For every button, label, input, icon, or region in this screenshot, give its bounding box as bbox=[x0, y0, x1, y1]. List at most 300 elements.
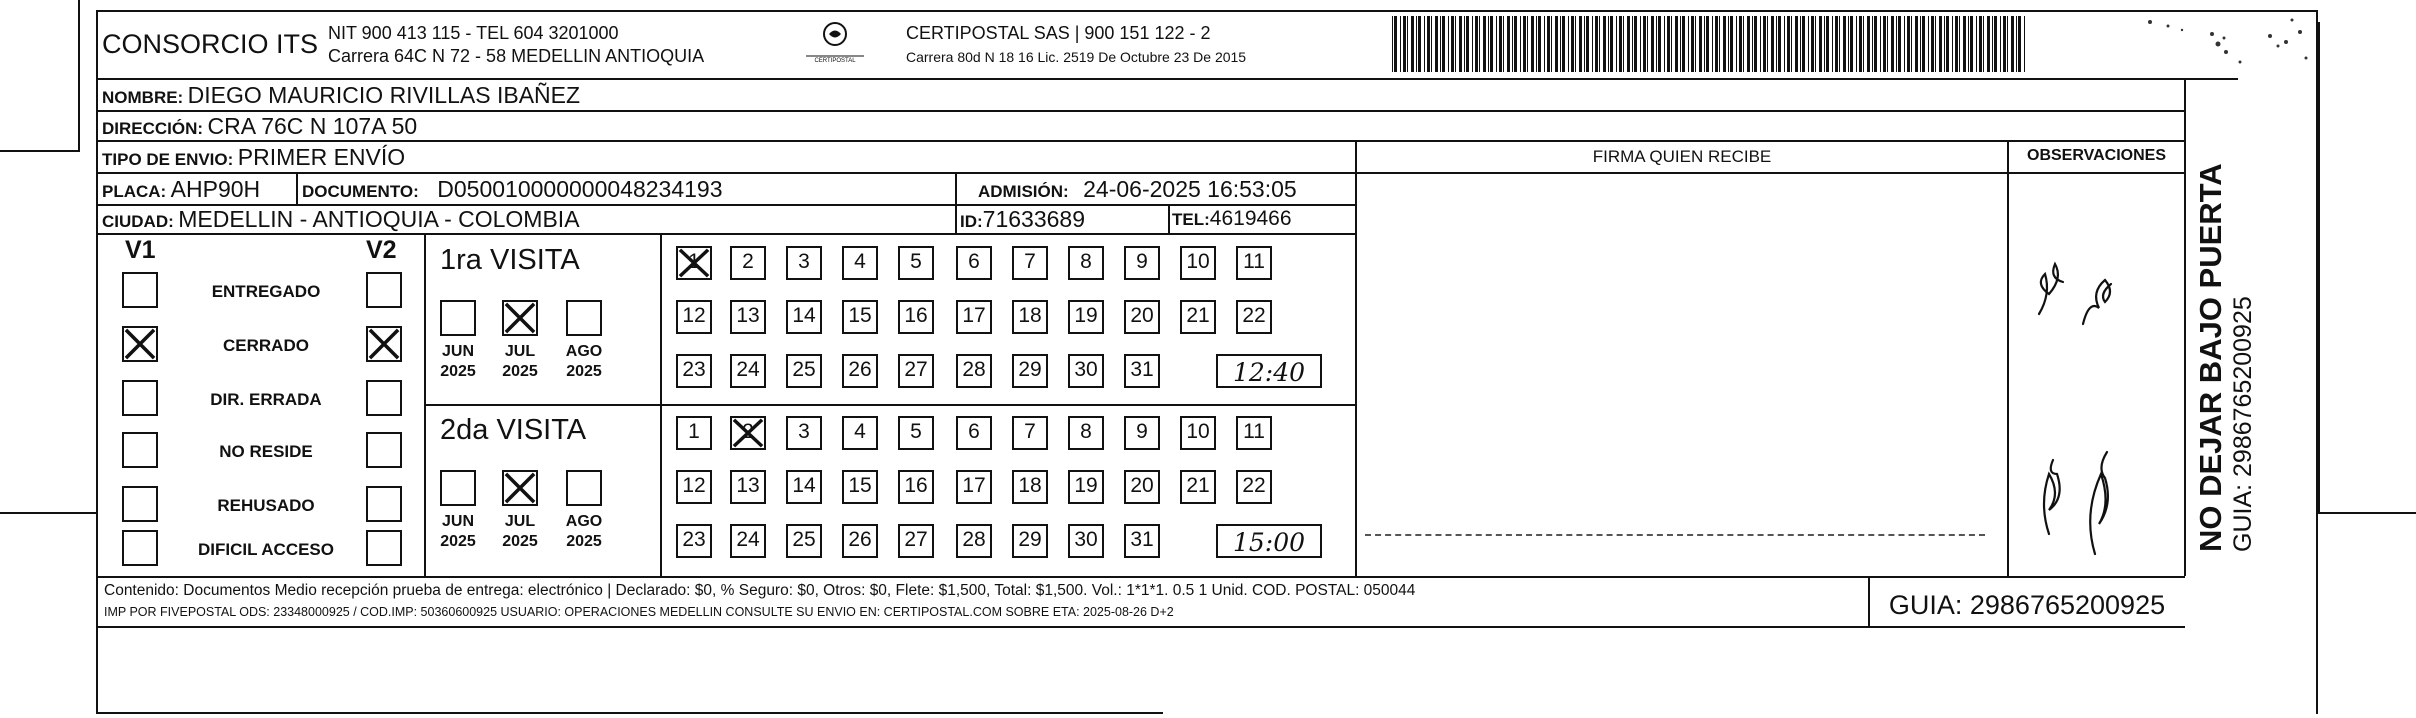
barcode-bar bbox=[1723, 16, 1726, 72]
barcode-bar bbox=[1562, 16, 1565, 72]
barcode-bar bbox=[1863, 16, 1864, 72]
barcode-bar bbox=[1874, 16, 1877, 72]
day-box[interactable] bbox=[1180, 416, 1216, 450]
visit-divider bbox=[424, 404, 1356, 406]
day-box[interactable] bbox=[1124, 354, 1160, 388]
day-box[interactable] bbox=[1236, 416, 1272, 450]
barcode-bar bbox=[1403, 16, 1406, 72]
header-rule bbox=[98, 78, 2238, 80]
month-label: JUL bbox=[504, 343, 536, 360]
scan-edge-right bbox=[2318, 512, 2416, 514]
day-box[interactable] bbox=[730, 416, 766, 450]
day-box[interactable] bbox=[956, 300, 992, 334]
barcode-bar bbox=[1808, 16, 1809, 72]
day-box[interactable] bbox=[786, 246, 822, 280]
barcode-bar bbox=[1784, 16, 1785, 72]
barcode-bar bbox=[1544, 16, 1545, 72]
day-box[interactable] bbox=[898, 524, 934, 558]
check-mark-icon bbox=[124, 328, 156, 360]
v1-label: V1 bbox=[125, 236, 156, 264]
barcode-bar bbox=[1939, 16, 1942, 72]
check-mark-icon bbox=[368, 328, 400, 360]
status-label: NO RESIDE bbox=[219, 442, 313, 461]
day-box[interactable] bbox=[1180, 246, 1216, 280]
barcode-bar bbox=[1514, 16, 1517, 72]
v1-checkbox[interactable] bbox=[122, 272, 158, 308]
day-box[interactable] bbox=[730, 354, 766, 388]
day-number: 20 bbox=[1130, 304, 1154, 327]
day-number: 10 bbox=[1186, 250, 1210, 273]
barcode-bar bbox=[1575, 16, 1576, 72]
barcode-bar bbox=[1459, 16, 1462, 72]
day-box[interactable] bbox=[1180, 470, 1216, 504]
day-number: 15 bbox=[848, 304, 872, 327]
barcode-bar bbox=[1536, 16, 1537, 72]
v2-checkbox[interactable] bbox=[366, 486, 402, 522]
day-number: 6 bbox=[968, 250, 980, 273]
month-checkbox[interactable] bbox=[502, 300, 538, 336]
day-number: 27 bbox=[904, 358, 928, 381]
barcode-bar bbox=[1571, 16, 1574, 72]
right-column-border bbox=[2184, 78, 2186, 576]
barcode-bar bbox=[1595, 16, 1598, 72]
day-box[interactable] bbox=[786, 470, 822, 504]
month-year: 2025 bbox=[566, 363, 602, 380]
day-box[interactable] bbox=[1012, 416, 1048, 450]
barcode-bar bbox=[1743, 16, 1744, 72]
day-box[interactable] bbox=[786, 354, 822, 388]
visit-time-box[interactable] bbox=[1216, 354, 1322, 388]
status-label: DIR. ERRADA bbox=[210, 390, 322, 409]
barcode-bar bbox=[1667, 16, 1670, 72]
barcode-bar bbox=[1680, 16, 1681, 72]
day-number: 19 bbox=[1074, 304, 1098, 327]
barcode-bar bbox=[1715, 16, 1718, 72]
day-number: 25 bbox=[792, 358, 816, 381]
firma-label: FIRMA QUIEN RECIBE bbox=[1592, 147, 1772, 166]
barcode-bar bbox=[1499, 16, 1502, 72]
id-label: ID:71633689 bbox=[960, 206, 1086, 232]
documento-value: D050010000000048234193 bbox=[437, 176, 723, 202]
barcode-bar bbox=[1802, 16, 1805, 72]
day-box[interactable] bbox=[730, 246, 766, 280]
day-box[interactable] bbox=[898, 246, 934, 280]
month-checkbox[interactable] bbox=[440, 470, 476, 506]
barcode-bar bbox=[1407, 16, 1408, 72]
barcode-bar bbox=[1811, 16, 1814, 72]
barcode-bar bbox=[1795, 16, 1798, 72]
barcode-bar bbox=[1706, 16, 1709, 72]
barcode-bar bbox=[1400, 16, 1401, 72]
day-number: 29 bbox=[1018, 358, 1042, 381]
barcode-bar bbox=[1896, 16, 1897, 72]
day-number: 14 bbox=[792, 304, 816, 327]
barcode-bar bbox=[1623, 16, 1624, 72]
logo-text: CERTIPOSTAL bbox=[814, 58, 856, 64]
barcode-bar bbox=[1682, 16, 1685, 72]
scan-specks bbox=[2120, 12, 2316, 82]
barcode-bar bbox=[1507, 16, 1510, 72]
day-number: 11 bbox=[1243, 250, 1265, 273]
day-number: 11 bbox=[1243, 420, 1265, 443]
day-box[interactable] bbox=[956, 246, 992, 280]
barcode-bar bbox=[1776, 16, 1777, 72]
barcode-bar bbox=[1856, 16, 1857, 72]
barcode-bar bbox=[1815, 16, 1816, 72]
barcode-bar bbox=[1839, 16, 1840, 72]
day-box[interactable] bbox=[1124, 470, 1160, 504]
v1-checkbox[interactable] bbox=[122, 530, 158, 566]
barcode-bar bbox=[1747, 16, 1750, 72]
v2-checkbox[interactable] bbox=[366, 432, 402, 468]
barcode-bar bbox=[1392, 16, 1393, 72]
barcode-bar bbox=[1739, 16, 1742, 72]
company-address: Carrera 64C N 72 - 58 MEDELLIN ANTIOQUIA bbox=[328, 46, 705, 66]
visit-title: 2da VISITA bbox=[440, 414, 587, 446]
barcode-bar bbox=[1603, 16, 1606, 72]
barcode-bar bbox=[1883, 16, 1886, 72]
day-number: 23 bbox=[682, 358, 706, 381]
barcode-bar bbox=[1970, 16, 1973, 72]
barcode-bar bbox=[1431, 16, 1432, 72]
barcode-bar bbox=[1616, 16, 1617, 72]
barcode-bar bbox=[1976, 16, 1977, 72]
month-checkbox[interactable] bbox=[566, 300, 602, 336]
barcode-bar bbox=[1963, 16, 1966, 72]
month-label: AGO bbox=[565, 513, 603, 530]
barcode-bar bbox=[1547, 16, 1550, 72]
day-box[interactable] bbox=[1124, 524, 1160, 558]
barcode-bar bbox=[1411, 16, 1414, 72]
day-number: 27 bbox=[904, 528, 928, 551]
month-label: JUN bbox=[441, 343, 474, 360]
barcode-bar bbox=[1826, 16, 1829, 72]
day-box[interactable] bbox=[1068, 524, 1104, 558]
barcode-bar bbox=[1466, 16, 1469, 72]
row-rule bbox=[98, 140, 2185, 142]
v2-label: V2 bbox=[366, 236, 397, 264]
v1-checkbox[interactable] bbox=[122, 326, 158, 362]
barcode-bar bbox=[1952, 16, 1953, 72]
day-box[interactable] bbox=[1180, 300, 1216, 334]
v2-checkbox[interactable] bbox=[366, 272, 402, 308]
day-box[interactable] bbox=[676, 246, 712, 280]
barcode-bar bbox=[1634, 16, 1637, 72]
day-number: 6 bbox=[968, 420, 980, 443]
check-mark-icon bbox=[504, 302, 536, 334]
day-number: 14 bbox=[792, 474, 816, 497]
barcode-bar bbox=[1850, 16, 1853, 72]
month-year: 2025 bbox=[502, 533, 538, 550]
documento-label: DOCUMENTO: D050010000000048234193 bbox=[302, 176, 723, 202]
scan-edge-left-vertical bbox=[78, 0, 80, 152]
day-number: 7 bbox=[1024, 420, 1036, 443]
barcode-bar bbox=[1568, 16, 1569, 72]
day-box[interactable] bbox=[676, 524, 712, 558]
ciudad-value: MEDELLIN - ANTIOQUIA - COLOMBIA bbox=[178, 206, 580, 232]
barcode-bar bbox=[1483, 16, 1486, 72]
day-box[interactable] bbox=[1068, 246, 1104, 280]
day-number: 1 bbox=[688, 420, 700, 443]
direccion-value: CRA 76C N 107A 50 bbox=[207, 113, 418, 139]
month-label: JUN bbox=[441, 513, 474, 530]
day-box[interactable] bbox=[1012, 246, 1048, 280]
ciudad-label: CIUDAD: MEDELLIN - ANTIOQUIA - COLOMBIA bbox=[102, 206, 580, 232]
barcode-bar bbox=[1787, 16, 1790, 72]
day-box[interactable] bbox=[676, 300, 712, 334]
tel-value: 4619466 bbox=[1209, 207, 1292, 230]
day-box[interactable] bbox=[676, 470, 712, 504]
tipo-envio-label: TIPO DE ENVIO: PRIMER ENVÍO bbox=[102, 144, 406, 170]
day-box[interactable] bbox=[898, 470, 934, 504]
barcode-bar bbox=[1523, 16, 1526, 72]
day-box[interactable] bbox=[1236, 470, 1272, 504]
company-nit: NIT 900 413 115 - TEL 604 3201000 bbox=[328, 23, 619, 43]
day-number: 16 bbox=[904, 304, 928, 327]
day-box[interactable] bbox=[1068, 354, 1104, 388]
day-box[interactable] bbox=[1012, 354, 1048, 388]
barcode-bar bbox=[1915, 16, 1918, 72]
barcode-bar bbox=[1946, 16, 1949, 72]
day-box[interactable] bbox=[956, 524, 992, 558]
v2-checkbox[interactable] bbox=[366, 326, 402, 362]
barcode-bar bbox=[1763, 16, 1766, 72]
barcode-bar bbox=[1955, 16, 1958, 72]
barcode-bar bbox=[2003, 16, 2006, 72]
barcode-bar bbox=[1891, 16, 1894, 72]
day-box[interactable] bbox=[956, 470, 992, 504]
barcode-bar bbox=[1835, 16, 1838, 72]
day-box[interactable] bbox=[956, 416, 992, 450]
day-number: 3 bbox=[798, 250, 810, 273]
day-number: 10 bbox=[1186, 420, 1210, 443]
day-box[interactable] bbox=[842, 416, 878, 450]
day-box[interactable] bbox=[676, 416, 712, 450]
barcode-bar bbox=[2024, 16, 2025, 72]
barcode-bar bbox=[2007, 16, 2008, 72]
day-box[interactable] bbox=[786, 300, 822, 334]
barcode-bar bbox=[1610, 16, 1613, 72]
firma-left-border bbox=[1355, 140, 1357, 576]
day-box[interactable] bbox=[898, 416, 934, 450]
barcode-bar bbox=[1767, 16, 1768, 72]
month-checkbox[interactable] bbox=[440, 300, 476, 336]
certi-line2: Carrera 80d N 18 16 Lic. 2519 De Octubre 23 De 2015 bbox=[906, 49, 1247, 65]
day-box[interactable] bbox=[898, 300, 934, 334]
v2-checkbox[interactable] bbox=[366, 380, 402, 416]
day-number: 25 bbox=[792, 528, 816, 551]
barcode-bar bbox=[1627, 16, 1630, 72]
barcode-bar bbox=[1968, 16, 1969, 72]
day-number: 8 bbox=[1080, 420, 1092, 443]
barcode-bar bbox=[1584, 16, 1585, 72]
barcode-bar bbox=[2000, 16, 2001, 72]
barcode-bar bbox=[1994, 16, 1997, 72]
day-box[interactable] bbox=[1124, 300, 1160, 334]
day-number: 22 bbox=[1242, 474, 1266, 497]
barcode-bar bbox=[1599, 16, 1600, 72]
barcode-bar bbox=[1586, 16, 1589, 72]
barcode-bar bbox=[1664, 16, 1665, 72]
day-number: 9 bbox=[1136, 250, 1148, 273]
day-number: 30 bbox=[1074, 358, 1098, 381]
day-box[interactable] bbox=[842, 470, 878, 504]
day-box[interactable] bbox=[1068, 470, 1104, 504]
day-number: 21 bbox=[1186, 474, 1210, 497]
day-number: 15 bbox=[848, 474, 872, 497]
barcode-bar bbox=[1907, 16, 1910, 72]
v1-checkbox[interactable] bbox=[122, 432, 158, 468]
barcode bbox=[1390, 16, 2030, 72]
status-label: ENTREGADO bbox=[211, 282, 321, 301]
barcode-bar bbox=[1555, 16, 1558, 72]
footer-line1: Contenido: Documentos Medio recepción prueba de entrega: electrónico | Declarado: $0, % Seguro: $0, Otros: $0, Flete: $1,500, Total: $1,500. Vol.: 1*1*1. 0.5 1 Unid. COD. POSTAL: 050044 bbox=[104, 582, 1416, 599]
barcode-bar bbox=[1490, 16, 1493, 72]
day-box[interactable] bbox=[842, 300, 878, 334]
day-box[interactable] bbox=[676, 354, 712, 388]
barcode-bar bbox=[1394, 16, 1397, 72]
day-box[interactable] bbox=[1124, 416, 1160, 450]
nombre-value: DIEGO MAURICIO RIVILLAS IBAÑEZ bbox=[187, 82, 581, 108]
day-box[interactable] bbox=[1012, 300, 1048, 334]
day-box[interactable] bbox=[1012, 470, 1048, 504]
barcode-bar bbox=[1771, 16, 1774, 72]
day-number: 12 bbox=[682, 304, 706, 327]
day-number: 18 bbox=[1018, 474, 1042, 497]
status-label: CERRADO bbox=[223, 336, 309, 355]
day-number: 18 bbox=[1018, 304, 1042, 327]
month-checkbox[interactable] bbox=[566, 470, 602, 506]
visit-title: 1ra VISITA bbox=[440, 244, 580, 276]
barcode-bar bbox=[1647, 16, 1648, 72]
day-box[interactable] bbox=[786, 416, 822, 450]
barcode-bar bbox=[1691, 16, 1694, 72]
day-number: 17 bbox=[962, 304, 986, 327]
barcode-bar bbox=[1778, 16, 1781, 72]
days-divider bbox=[660, 234, 662, 576]
barcode-bar bbox=[1832, 16, 1833, 72]
day-box[interactable] bbox=[786, 524, 822, 558]
check-mark-icon bbox=[732, 418, 764, 448]
day-box[interactable] bbox=[1236, 246, 1272, 280]
day-number: 22 bbox=[1242, 304, 1266, 327]
barcode-bar bbox=[1538, 16, 1541, 72]
month-checkbox[interactable] bbox=[502, 470, 538, 506]
day-box[interactable] bbox=[956, 354, 992, 388]
status-label: REHUSADO bbox=[217, 496, 315, 515]
barcode-bar bbox=[1920, 16, 1921, 72]
day-box[interactable] bbox=[730, 524, 766, 558]
barcode-bar bbox=[1843, 16, 1846, 72]
barcode-bar bbox=[1427, 16, 1430, 72]
barcode-bar bbox=[1931, 16, 1934, 72]
check-mark-icon bbox=[678, 248, 710, 278]
day-box[interactable] bbox=[1124, 246, 1160, 280]
day-number: 5 bbox=[910, 250, 922, 273]
barcode-bar bbox=[2011, 16, 2014, 72]
admision-label: ADMISIÓN: 24-06-2025 16:53:05 bbox=[978, 176, 1297, 202]
day-box[interactable] bbox=[842, 524, 878, 558]
barcode-bar bbox=[1592, 16, 1593, 72]
barcode-bar bbox=[1928, 16, 1929, 72]
barcode-bar bbox=[1442, 16, 1445, 72]
tel-label: TEL:4619466 bbox=[1172, 207, 1292, 230]
day-box[interactable] bbox=[730, 300, 766, 334]
barcode-bar bbox=[1619, 16, 1622, 72]
v1-checkbox[interactable] bbox=[122, 380, 158, 416]
row-rule bbox=[98, 110, 2185, 112]
barcode-bar bbox=[1754, 16, 1757, 72]
day-number: 8 bbox=[1080, 250, 1092, 273]
barcode-bar bbox=[1496, 16, 1497, 72]
day-number: 26 bbox=[848, 528, 872, 551]
v2-checkbox[interactable] bbox=[366, 530, 402, 566]
barcode-bar bbox=[1435, 16, 1438, 72]
barcode-bar bbox=[1848, 16, 1849, 72]
barcode-bar bbox=[1992, 16, 1993, 72]
barcode-bar bbox=[1859, 16, 1862, 72]
admision-value: 24-06-2025 16:53:05 bbox=[1083, 176, 1297, 202]
visit-time-box[interactable] bbox=[1216, 524, 1322, 558]
placa-label: PLACA: AHP90H bbox=[102, 176, 261, 202]
barcode-bar bbox=[1752, 16, 1753, 72]
day-box[interactable] bbox=[898, 354, 934, 388]
placa-value: AHP90H bbox=[170, 176, 261, 202]
day-number: 12 bbox=[682, 474, 706, 497]
day-box[interactable] bbox=[1236, 300, 1272, 334]
barcode-bar bbox=[1560, 16, 1561, 72]
observaciones-label: OBSERVACIONES bbox=[2027, 147, 2166, 164]
day-number: 17 bbox=[962, 474, 986, 497]
barcode-bar bbox=[1911, 16, 1912, 72]
day-box[interactable] bbox=[730, 470, 766, 504]
barcode-bar bbox=[1512, 16, 1513, 72]
barcode-bar bbox=[1688, 16, 1689, 72]
id-value: 71633689 bbox=[982, 206, 1086, 232]
footer-bottom-rule bbox=[98, 626, 2185, 628]
barcode-bar bbox=[1922, 16, 1925, 72]
barcode-bar bbox=[1475, 16, 1478, 72]
barcode-bar bbox=[1736, 16, 1737, 72]
month-year: 2025 bbox=[440, 363, 476, 380]
footer-guia: GUIA: 2986765200925 bbox=[1888, 590, 2166, 620]
barcode-bar bbox=[1987, 16, 1990, 72]
v1-checkbox[interactable] bbox=[122, 486, 158, 522]
barcode-bar bbox=[1416, 16, 1417, 72]
barcode-bar bbox=[1488, 16, 1489, 72]
barcode-bar bbox=[1608, 16, 1609, 72]
check-mark-icon bbox=[504, 472, 536, 504]
barcode-bar bbox=[1551, 16, 1552, 72]
barcode-bar bbox=[1440, 16, 1441, 72]
day-number: 28 bbox=[962, 358, 986, 381]
cell-divider bbox=[296, 172, 298, 205]
barcode-bar bbox=[1448, 16, 1449, 72]
day-box[interactable] bbox=[842, 246, 878, 280]
barcode-bar bbox=[1824, 16, 1825, 72]
day-box[interactable] bbox=[842, 354, 878, 388]
day-box[interactable] bbox=[1068, 300, 1104, 334]
day-number: 3 bbox=[798, 420, 810, 443]
day-number: 2 bbox=[742, 250, 754, 273]
direccion-label: DIRECCIÓN: CRA 76C N 107A 50 bbox=[102, 113, 418, 139]
day-number: 19 bbox=[1074, 474, 1098, 497]
side-warning: NO DEJAR BAJO PUERTA bbox=[2193, 163, 2228, 552]
barcode-bar bbox=[1791, 16, 1792, 72]
day-box[interactable] bbox=[1012, 524, 1048, 558]
day-box[interactable] bbox=[1068, 416, 1104, 450]
barcode-bar bbox=[1880, 16, 1881, 72]
